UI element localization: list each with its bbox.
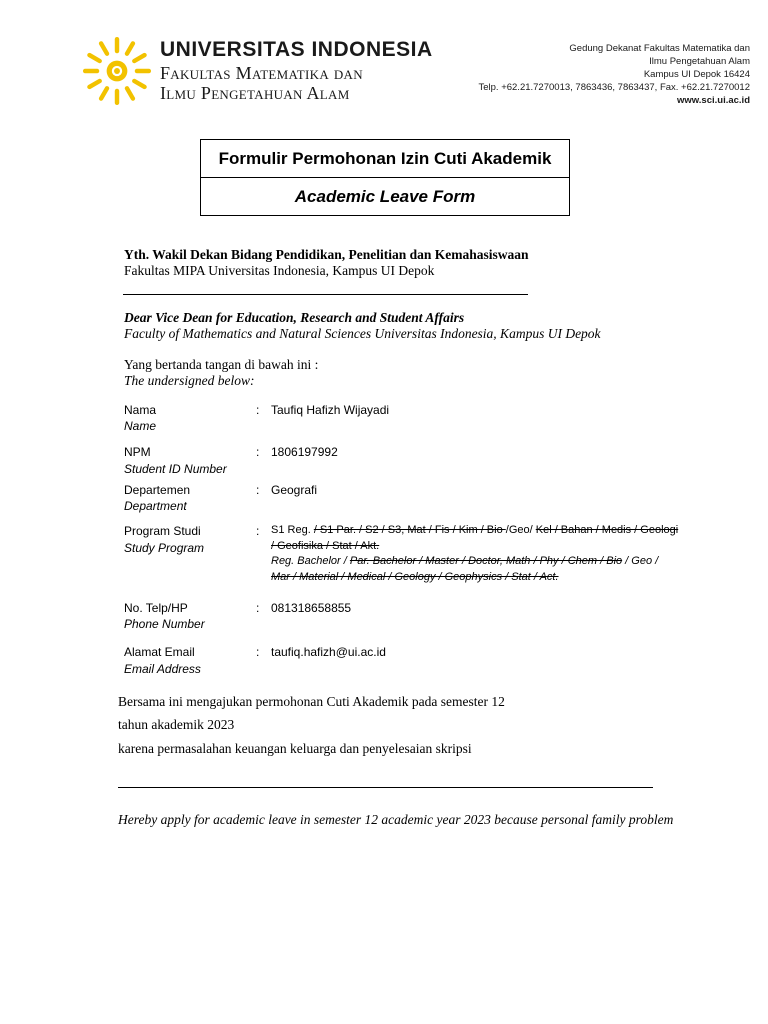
npm-label-en: Student ID Number bbox=[124, 462, 227, 476]
email-label-en: Email Address bbox=[124, 662, 201, 676]
divider-line-2 bbox=[118, 787, 653, 788]
email-colon: : bbox=[256, 645, 260, 659]
statement-line1: Bersama ini mengajukan permohonan Cuti Akademik pada semester 12 bbox=[118, 694, 505, 709]
name-label: Nama bbox=[124, 403, 157, 417]
address-line2: Ilmu Pengetahuan Alam bbox=[649, 56, 750, 67]
addressee-id-line2: Fakultas MIPA Universitas Indonesia, Kampus UI Depok bbox=[124, 263, 435, 278]
statement-line3: karena permasalahan keuangan keluarga dan penyelesaian skripsi bbox=[118, 741, 472, 756]
university-logo-icon bbox=[80, 34, 154, 108]
statement-en: Hereby apply for academic leave in semester 12 academic year 2023 because personal family problem bbox=[118, 812, 674, 827]
department-colon: : bbox=[256, 483, 260, 497]
phone-label-en: Phone Number bbox=[124, 617, 205, 631]
statement-line2: tahun akademik 2023 bbox=[118, 717, 235, 732]
form-title-box bbox=[200, 139, 570, 216]
program-label: Program Studi bbox=[124, 524, 201, 538]
npm-colon: : bbox=[256, 445, 260, 459]
university-name: UNIVERSITAS INDONESIA bbox=[160, 38, 433, 61]
program-colon: : bbox=[256, 524, 260, 538]
program-line2: / Geofisika / Stat / Akt. bbox=[271, 540, 380, 552]
faculty-name-line1: Fakultas Matematika dan bbox=[160, 63, 363, 83]
name-value[interactable]: Taufiq Hafizh Wijayadi bbox=[271, 403, 390, 417]
addressee-en-line1: Dear Vice Dean for Education, Research and Student Affairs bbox=[124, 310, 465, 325]
address-line3: Kampus UI Depok 16424 bbox=[643, 69, 750, 80]
divider-line bbox=[123, 294, 528, 295]
program-label-en: Study Program bbox=[124, 541, 205, 555]
address-line1: Gedung Dekanat Fakultas Matematika dan bbox=[569, 43, 750, 54]
department-value[interactable]: Geografi bbox=[271, 483, 318, 497]
name-label-en: Name bbox=[124, 419, 157, 433]
email-value[interactable]: taufiq.hafizh@ui.ac.id bbox=[271, 645, 386, 659]
website-link[interactable]: www.sci.ui.ac.id bbox=[676, 95, 750, 106]
undersigned-id: Yang bertanda tangan di bawah ini : bbox=[124, 357, 319, 372]
form-title-en: Academic Leave Form bbox=[294, 186, 476, 206]
name-colon: : bbox=[256, 403, 260, 417]
program-selected: S1 Reg. bbox=[271, 524, 314, 536]
department-label: Departemen bbox=[124, 483, 191, 497]
undersigned-en: The undersigned below: bbox=[124, 373, 255, 388]
phone-label: No. Telp/HP bbox=[124, 601, 188, 615]
addressee-en-line2: Faculty of Mathematics and Natural Sciences Universitas Indonesia, Kampus UI Depok bbox=[124, 326, 601, 341]
program-struck-options: / S1 Par. / S2 / S3, Mat / Fis / Kim / Bio bbox=[313, 524, 506, 536]
program-en-struck: Par. Bachelor / Master / Doctor, Math / Phy / Chem / Bio bbox=[349, 555, 623, 567]
faculty-name-line2: Ilmu Pengetahuan Alam bbox=[160, 83, 350, 103]
program-selected-geo: /Geo/ bbox=[505, 524, 536, 536]
program-en-selected: Reg. Bachelor / bbox=[271, 555, 350, 567]
npm-label: NPM bbox=[124, 445, 151, 459]
form-title-id: Formulir Permohonan Izin Cuti Akademik bbox=[201, 140, 569, 178]
program-line3 bbox=[271, 555, 658, 567]
program-line1[interactable] bbox=[271, 524, 678, 536]
department-label-en: Department bbox=[124, 499, 187, 513]
email-label: Alamat Email bbox=[124, 645, 195, 659]
npm-value[interactable]: 1806197992 bbox=[271, 445, 338, 459]
program-en-selected-geo: / Geo / bbox=[622, 555, 659, 567]
addressee-id-line1: Yth. Wakil Dekan Bidang Pendidikan, Penelitian dan Kemahasiswaan bbox=[124, 247, 529, 262]
phone-colon: : bbox=[256, 601, 260, 615]
program-struck-options-2: Kel / Bahan / Medis / Geologi bbox=[535, 524, 679, 536]
program-line4: Mar / Material / Medical / Geology / Geophysics / Stat / Act. bbox=[271, 571, 559, 583]
contact-phone: Telp. +62.21.7270013, 7863436, 7863437, Fax. +62.21.7270012 bbox=[478, 82, 750, 93]
phone-value[interactable]: 081318658855 bbox=[271, 601, 352, 615]
